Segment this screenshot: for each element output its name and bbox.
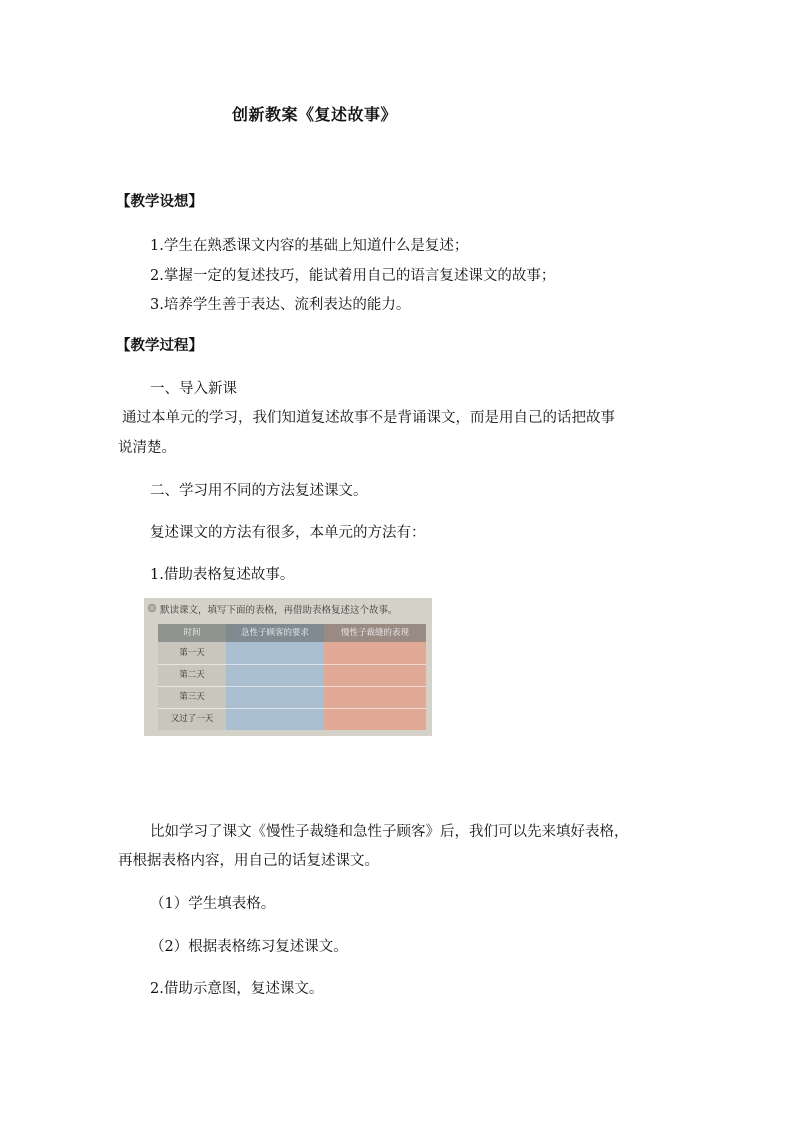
heading-teaching-process: 【教学过程】 [116, 337, 203, 354]
part1-paragraph-line2: 说清楚。 [118, 440, 176, 456]
example-line1: 比如学习了课文《慢性子裁缝和急性子顾客》后，我们可以先来填好表格， [150, 824, 629, 840]
design-item-3: 3.培养学生善于表达、流利表达的能力。 [150, 297, 411, 313]
table-row-divider [158, 686, 426, 687]
method-2: 2.借助示意图，复述课文。 [150, 981, 324, 997]
heading-teaching-design: 【教学设想】 [116, 193, 203, 210]
part2-intro: 复述课文的方法有很多，本单元的方法有： [150, 525, 426, 541]
step-1: （1）学生填表格。 [150, 896, 276, 912]
part1-paragraph-line1: 通过本单元的学习，我们知道复述故事不是背诵课文，而是用自己的话把故事 [122, 410, 615, 426]
table-row-divider [158, 664, 426, 665]
table-header-time: 时间 [158, 624, 226, 642]
table-row-divider [158, 708, 426, 709]
table-row-label: 又过了一天 [170, 714, 214, 724]
table-header-customer: 急性子顾客的要求 [226, 624, 324, 642]
worksheet-table [158, 624, 426, 730]
example-line2: 再根据表格内容，用自己的话复述课文。 [118, 853, 379, 869]
design-item-1: 1.学生在熟悉课文内容的基础上知道什么是复述； [150, 238, 469, 254]
design-item-2: 2.掌握一定的复述技巧，能试着用自己的语言复述课文的故事； [150, 268, 556, 284]
bullet-icon [148, 604, 156, 612]
photo-caption: 默读课文，填写下面的表格，再借助表格复述这个故事。 [160, 605, 398, 616]
table-row-label: 第二天 [179, 670, 205, 680]
document-title: 创新教案《复述故事》 [232, 105, 398, 124]
table-row-label: 第一天 [179, 648, 205, 658]
step-2: （2）根据表格练习复述课文。 [150, 939, 348, 955]
table-header-tailor: 慢性子裁缝的表现 [324, 624, 426, 642]
method-1: 1.借助表格复述故事。 [150, 567, 295, 583]
part2-title: 二、学习用不同的方法复述课文。 [150, 483, 368, 499]
part1-title: 一、导入新课 [150, 381, 237, 397]
textbook-table-photo [144, 598, 432, 736]
table-row-label: 第三天 [179, 692, 205, 702]
